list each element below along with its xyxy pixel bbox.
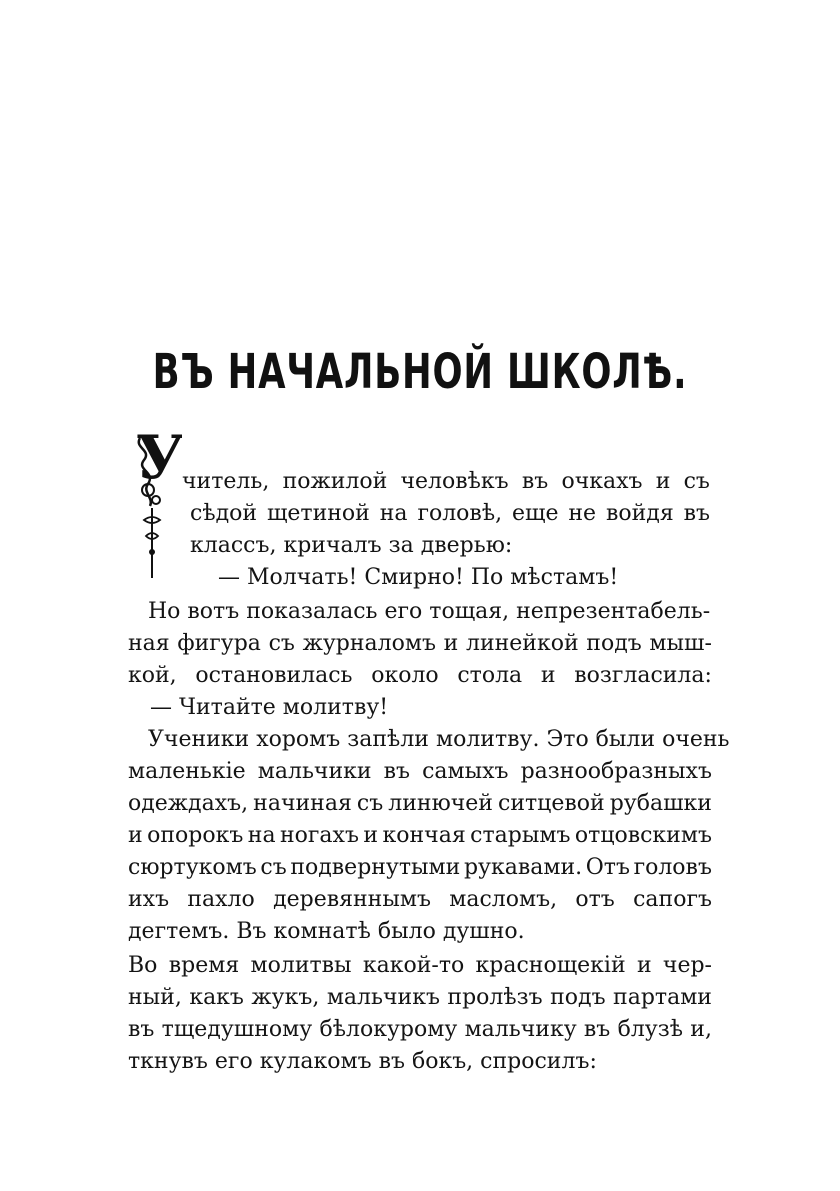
text-line: Но вотъ показалась его тощая, непрезентабель- [148,599,711,624]
chapter-title: ВЪ НАЧАЛЬНОЙ ШКОЛѢ. [152,344,688,400]
dropcap-ornament-icon [132,428,182,578]
text-line: сѣдой щетиной на головѣ, еще не войдя въ [190,501,710,526]
text-line: маленькіе мальчики въ самыхъ разнообразныхъ [128,759,712,784]
text-line: ная фигура съ журналомъ и линейкой подъ мыш- [128,631,712,656]
ornamental-dropcap [132,428,182,578]
text-line: классъ, кричалъ за дверью: [190,533,513,558]
text-line: кой, остановилась около стола и возгласила: [128,663,712,688]
text-line: ихъ пахло деревяннымъ масломъ, отъ сапогъ [128,887,712,912]
text-line: — Читайте молитву! [150,695,389,720]
text-line: дегтемъ. Въ комнатѣ было душно. [128,919,525,944]
text-line: ный, какъ жукъ, мальчикъ пролѣзъ подъ партами [128,985,712,1010]
text-line: ткнувъ его кулакомъ въ бокъ, спросилъ: [128,1049,597,1074]
text-line: Ученики хоромъ запѣли молитву. Это были очень [148,727,730,752]
text-line: — Молчать! Смирно! По мѣстамъ! [218,565,619,590]
dropcap-glyph: У [136,428,182,493]
text-line: въ тщедушному бѣлокурому мальчику въ блузѣ и, [128,1017,712,1042]
text-line: сюртукомъ съ подвернутыми рукавами. Отъ головъ [128,855,712,880]
text-line: и опорокъ на ногахъ и кончая старымъ отцовскимъ [128,823,712,848]
text-line: одеждахъ, начиная съ линючей ситцевой рубашки [128,791,712,816]
text-line: читель, пожилой человѣкъ въ очкахъ и съ [182,469,710,494]
text-line: Во время молитвы какой-то краснощекій и чер- [128,953,712,978]
